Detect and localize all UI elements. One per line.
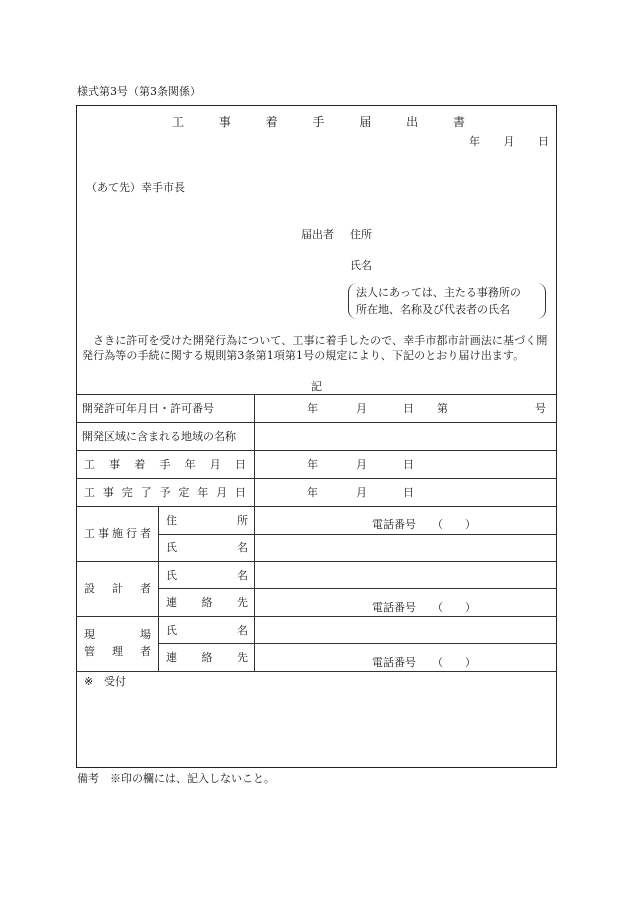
table-rule <box>158 588 557 589</box>
start-month-label: 月 <box>356 458 367 471</box>
site-manager-name-label <box>166 624 248 638</box>
table-rule <box>76 561 557 562</box>
label-char: 住 <box>166 514 177 527</box>
completion-date-label <box>84 486 246 500</box>
label-char: 管 <box>84 645 95 658</box>
table-rule <box>76 671 557 672</box>
start-year-label: 年 <box>307 458 318 471</box>
title-char: 着 <box>265 115 278 129</box>
development-area-name-label: 開発区域に含まれる地域の名称 <box>82 430 236 443</box>
table-rule <box>76 506 557 507</box>
label-char: 事 <box>102 486 114 499</box>
label-char: 先 <box>237 596 248 609</box>
label-char: 日 <box>235 486 246 499</box>
contractor-phone-label: 電話番号 <box>372 518 416 531</box>
reception-mark: ※ <box>84 675 94 688</box>
label-char: 日 <box>234 458 246 471</box>
completion-day-label: 日 <box>403 486 414 499</box>
permit-date-number-label: 開発許可年月日・許可番号 <box>82 402 214 415</box>
label-char: 者 <box>140 527 151 540</box>
corporate-note-line1: 法人にあっては、主たる事務所の <box>356 286 521 299</box>
permit-go-label: 号 <box>535 402 546 415</box>
reception-label: 受付 <box>104 675 126 688</box>
label-char: 定 <box>178 486 190 499</box>
label-char: 工 <box>84 527 95 540</box>
label-char: 予 <box>159 486 171 499</box>
label-char: 場 <box>140 628 151 641</box>
label-char: 絡 <box>201 651 213 664</box>
ki-label: 記 <box>311 380 322 393</box>
site-manager-contact-label <box>166 651 248 665</box>
label-char: 連 <box>166 651 177 664</box>
year-label: 年 <box>469 135 480 148</box>
label-char: 先 <box>237 651 248 664</box>
label-char: 着 <box>134 458 146 471</box>
corporate-note-line2: 所在地、名称及び代表者の氏名 <box>356 303 510 316</box>
label-char: 者 <box>140 582 151 595</box>
site-manager-phone-label: 電話番号 <box>372 656 416 669</box>
designer-name-label <box>166 569 248 583</box>
label-char: 名 <box>237 541 248 554</box>
site-manager-label-line2 <box>84 645 151 659</box>
permit-day-label: 日 <box>403 402 414 415</box>
form-number: 様式第3号（第3条関係） <box>77 85 201 98</box>
label-char: 事 <box>98 527 109 540</box>
contractor-label <box>84 527 151 541</box>
table-rule <box>158 534 557 535</box>
label-char: 年 <box>197 486 209 499</box>
applicant-name-label: 氏名 <box>350 259 372 272</box>
designer-phone-paren: （ ） <box>432 601 476 614</box>
addressee: （あて先）幸手市長 <box>86 181 185 194</box>
table-rule <box>158 643 557 644</box>
label-char: 年 <box>184 458 196 471</box>
label-char: 計 <box>112 582 123 595</box>
label-char: 現 <box>84 628 95 641</box>
label-char: 事 <box>109 458 121 471</box>
title-char: 手 <box>312 115 325 129</box>
contractor-name-label <box>166 541 248 555</box>
table-rule <box>76 450 557 451</box>
applicant-label: 届出者 <box>301 228 334 241</box>
permit-year-label: 年 <box>307 402 318 415</box>
title-char: 書 <box>452 115 465 129</box>
label-char: 理 <box>112 645 123 658</box>
table-top-rule <box>76 394 557 395</box>
table-column-divider <box>254 394 255 671</box>
start-day-label: 日 <box>403 458 414 471</box>
label-char: 名 <box>237 569 248 582</box>
footer-note: 備考 ※印の欄には、記入しないこと。 <box>77 772 275 785</box>
title-char: 工 <box>172 115 185 129</box>
title-char: 事 <box>218 115 231 129</box>
day-label: 日 <box>538 135 549 148</box>
permit-dai-label: 第 <box>437 402 448 415</box>
applicant-address-label: 住所 <box>350 228 372 241</box>
title-char: 届 <box>359 115 372 129</box>
site-manager-label-line1 <box>84 628 151 642</box>
completion-year-label: 年 <box>307 486 318 499</box>
label-char: 工 <box>84 458 95 471</box>
completion-month-label: 月 <box>356 486 367 499</box>
label-char: 氏 <box>166 541 177 554</box>
label-char: 連 <box>166 596 177 609</box>
contractor-phone-paren: （ ） <box>432 518 476 531</box>
label-char: 者 <box>140 645 151 658</box>
table-rule <box>76 616 557 617</box>
permit-month-label: 月 <box>356 402 367 415</box>
designer-label <box>84 582 151 596</box>
label-char: 氏 <box>166 569 177 582</box>
label-char: 了 <box>140 486 152 499</box>
site-manager-phone-paren: （ ） <box>432 656 476 669</box>
table-rule <box>76 478 557 479</box>
label-char: 行 <box>126 527 137 540</box>
label-char: 施 <box>112 527 123 540</box>
label-char: 完 <box>121 486 133 499</box>
label-char: 月 <box>216 486 228 499</box>
construction-start-date-label <box>84 458 246 472</box>
month-label: 月 <box>503 135 515 148</box>
label-char: 工 <box>84 486 95 499</box>
label-char: 手 <box>159 458 171 471</box>
label-char: 名 <box>237 624 248 637</box>
label-char: 氏 <box>166 624 177 637</box>
body-text: さきに許可を受けた開発行為について、工事に着手したので、幸手市都市計画法に基づく開発行為等の手続に関する規則第3条第1項第1号の規定により、下記のとおり届け出ます。 <box>82 334 548 362</box>
table-rule <box>76 422 557 423</box>
designer-contact-label <box>166 596 248 610</box>
label-char: 月 <box>209 458 221 471</box>
contractor-address-label <box>166 514 248 528</box>
title-char: 出 <box>406 115 419 129</box>
designer-phone-label: 電話番号 <box>372 601 416 614</box>
label-char: 所 <box>237 514 248 527</box>
form-title <box>172 115 465 130</box>
date-line <box>469 135 549 149</box>
label-char: 絡 <box>201 596 213 609</box>
label-char: 設 <box>84 582 95 595</box>
table-column-divider <box>158 506 159 671</box>
